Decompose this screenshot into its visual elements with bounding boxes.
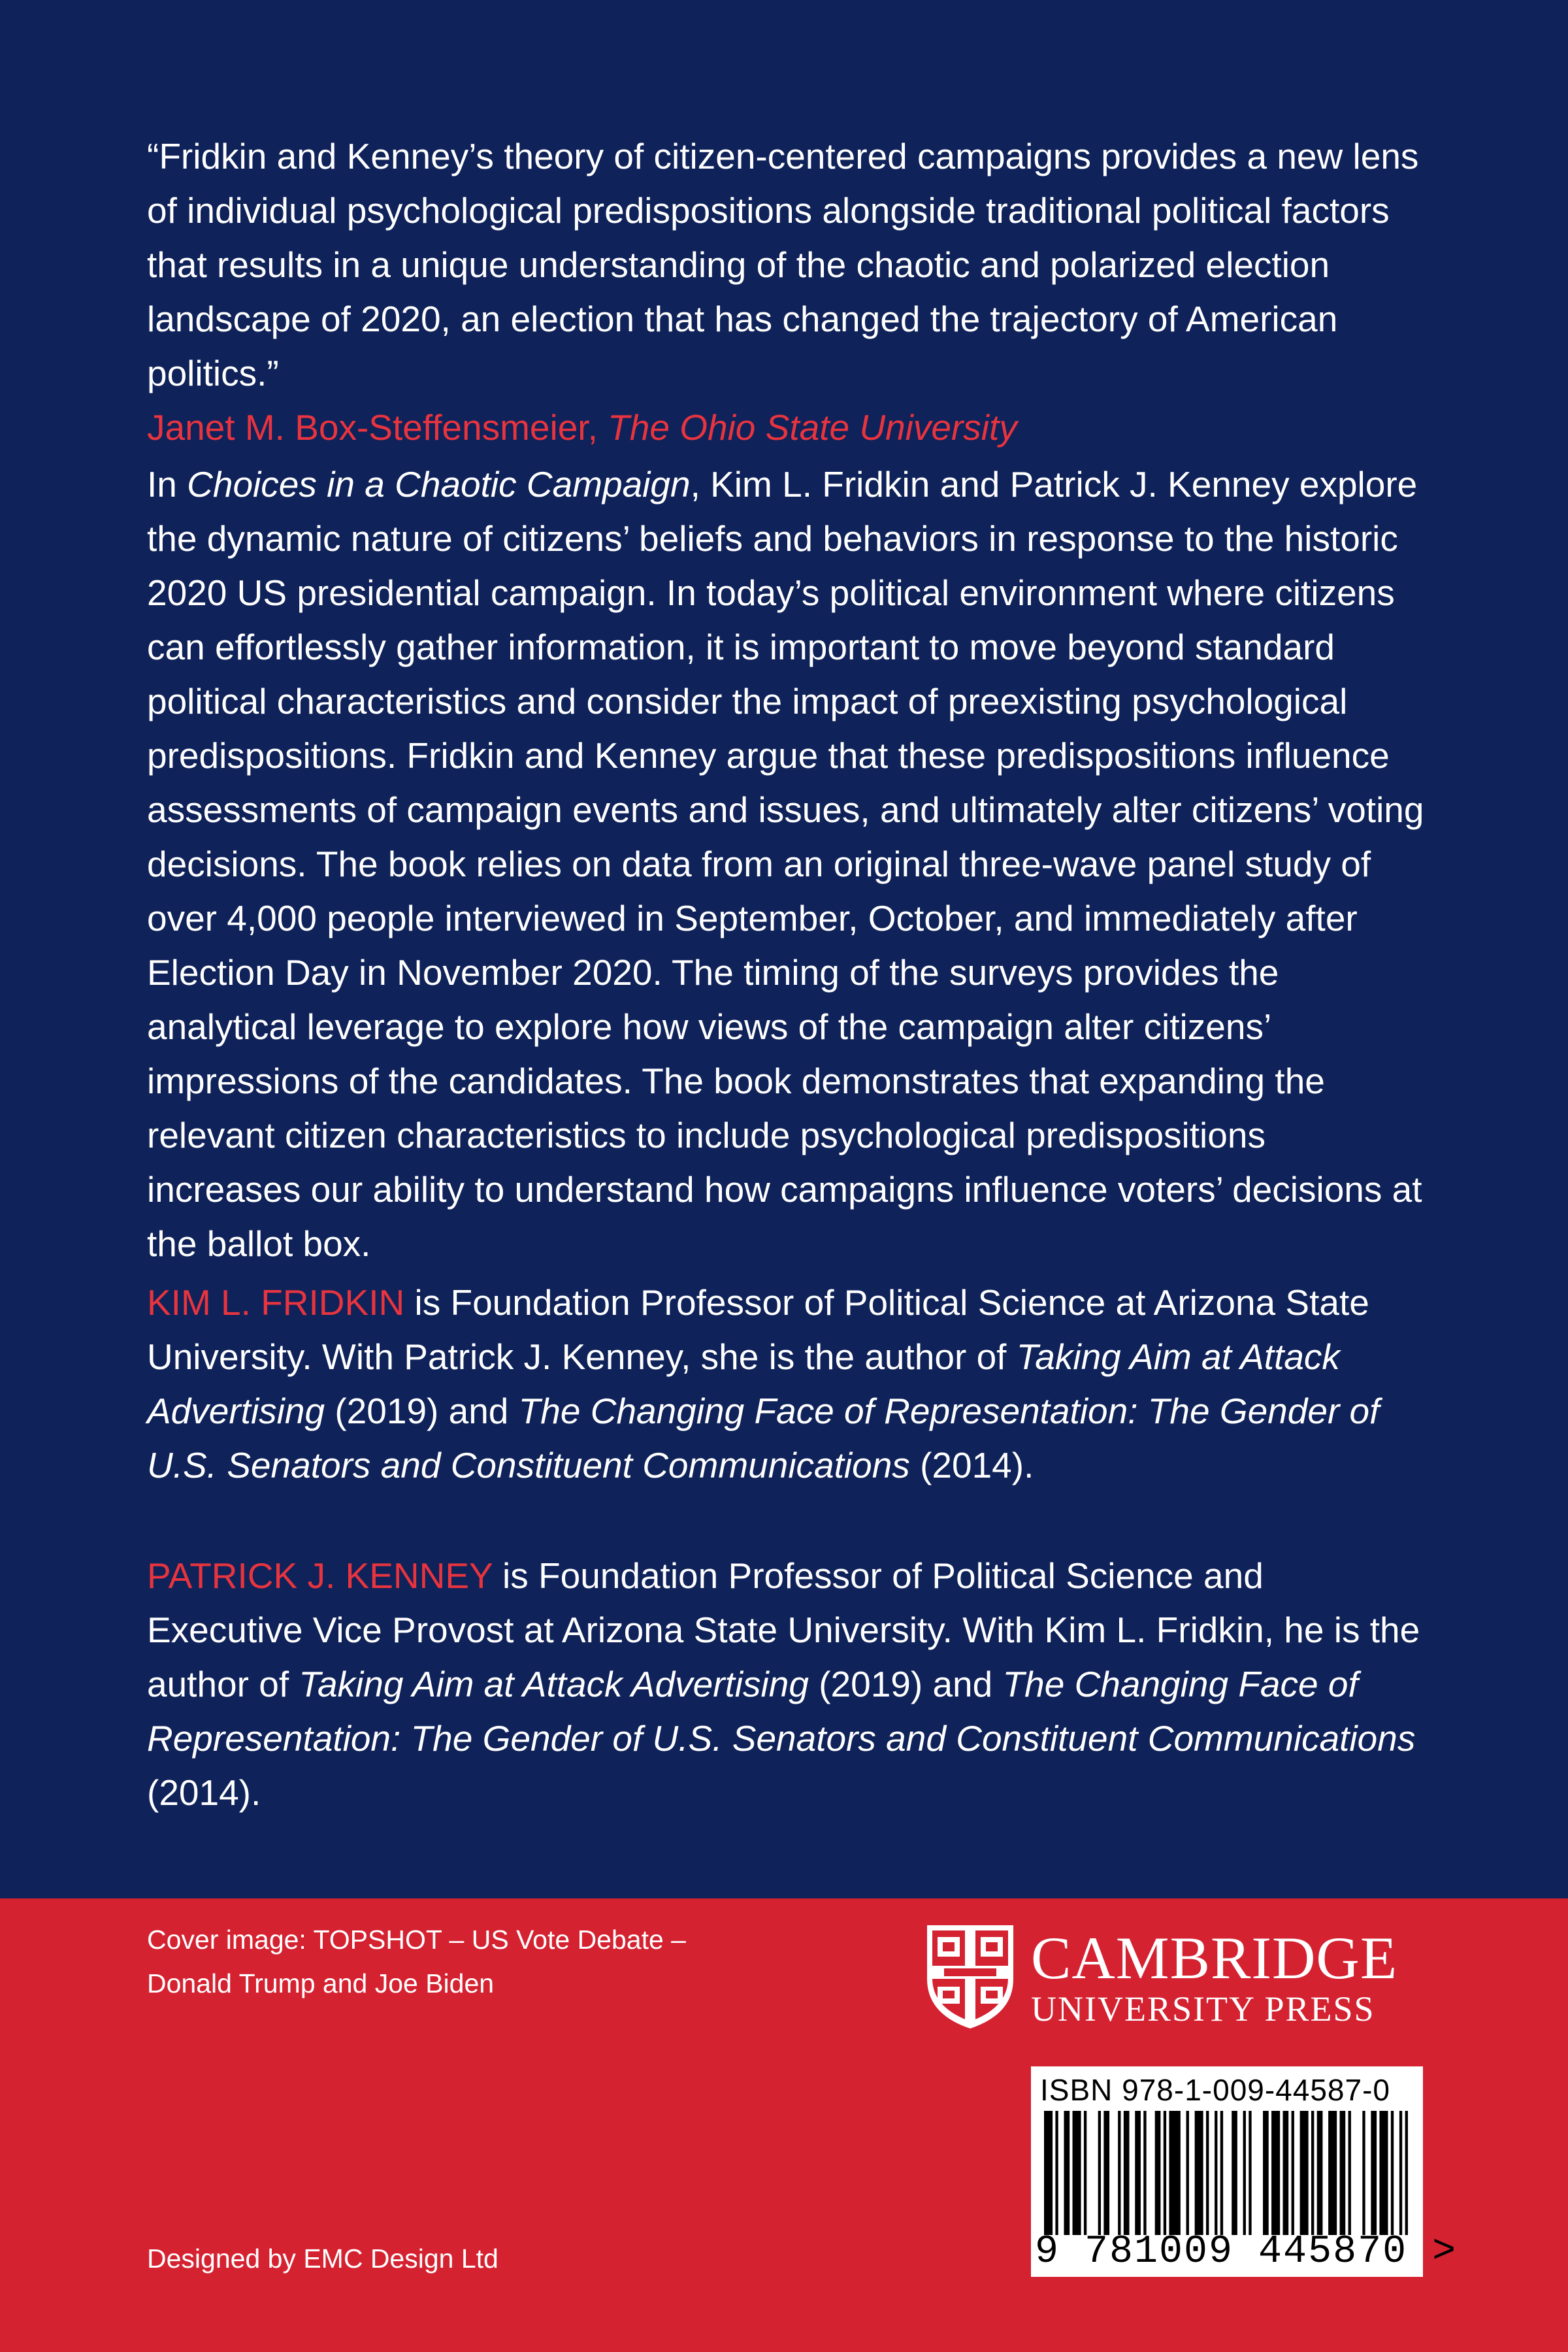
bio-text: is Foundation Professor of Political Science at Arizona State University. With Patrick J. Kenney, she is the author of (147, 1282, 1369, 1377)
barcode-bar (1220, 2111, 1223, 2235)
barcode-bar (1391, 2111, 1394, 2235)
cover-image-credit (147, 1918, 768, 2006)
bio-text: (2019) and (325, 1391, 519, 1431)
description-body: , Kim L. Fridkin and Patrick J. Kenney explore the dynamic nature of citizens’ beliefs and behaviors in response to the historic 2020 US presidential campaign. In today’s political environment where citizens can effortlessly gather information, it is important to move beyond standard political characteristics and consider the impact of preexisting psychological predispositions. Fridkin and Kenney argue that these predispositions influence assessments of campaign events and issues, and ultimately alter citizens’ voting decisions. The book relies on data from an original three-wave panel study of over 4,000 people interviewed in September, October, and immediately after Election Day in November 2020. The timing of the surveys provides the analytical leverage to explore how views of the campaign alter citizens’ impressions of the candidates. The book demonstrates that expanding the relevant citizen characteristics to include psychological predispositions increases our ability to understand how campaigns influence voters’ decisions at the ballot box. (147, 464, 1424, 1264)
designer-credit: Designed by EMC Design Ltd (147, 2244, 498, 2274)
publisher-press: UNIVERSITY PRESS (1031, 1989, 1375, 2029)
barcode-bar (1371, 2111, 1377, 2235)
barcode-bar (1271, 2111, 1280, 2235)
author-name: PATRICK J. KENNEY (147, 1555, 493, 1596)
book-description (147, 457, 1428, 1271)
barcode-bar (1195, 2111, 1203, 2235)
barcode-icon (1044, 2111, 1416, 2235)
barcode-bar (1064, 2111, 1070, 2235)
barcode-bar (1317, 2111, 1323, 2235)
author-name: KIM L. FRIDKIN (147, 1282, 405, 1323)
description-intro: In (147, 464, 177, 505)
bio-text: (2014). (909, 1445, 1034, 1485)
barcode-bar (1124, 2111, 1130, 2235)
barcode-bar (1169, 2111, 1180, 2235)
barcode-bar (1249, 2111, 1251, 2235)
barcode-bar (1098, 2111, 1101, 2235)
bio-book-title: Taking Aim at Attack Advertising (299, 1664, 809, 1704)
bio-book-title: The Changing Face of Representation: The Gender of U.S. Senators and Constituent Communications (147, 1664, 1416, 1759)
barcode-bar (1300, 2111, 1309, 2235)
barcode-bar (1328, 2111, 1337, 2235)
isbn-label: ISBN 978-1-009-44587-0 (1040, 2073, 1390, 2107)
cover-credit-line: Donald Trump and Joe Biden (147, 1968, 495, 1998)
bio-book-title: Taking Aim at Attack Advertising (147, 1336, 1340, 1431)
author-bio-fridkin (147, 1276, 1428, 1493)
bio-text: (2019) and (808, 1664, 1003, 1704)
endorsement (147, 129, 1428, 455)
endorsement-author: Janet M. Box-Steffensmeier, (147, 407, 598, 448)
bio-text: (2014). (147, 1772, 261, 1813)
barcode-bar (1143, 2111, 1146, 2235)
barcode-bar (1340, 2111, 1346, 2235)
bio-text: is Foundation Professor of Political Science and Executive Vice Provost at Arizona State University. With Kim L. Fridkin, he is the author of (147, 1555, 1420, 1704)
barcode-bar (1084, 2111, 1086, 2235)
isbn-barcode (1031, 2066, 1458, 2277)
barcode-bar (1232, 2111, 1237, 2235)
barcode-bar (1186, 2111, 1189, 2235)
barcode-bar (1263, 2111, 1269, 2235)
bio-book-title: The Changing Face of Representation: The Gender of U.S. Senators and Constituent Communications (147, 1391, 1380, 1485)
barcode-bar (1379, 2111, 1388, 2235)
barcode-bar (1362, 2111, 1365, 2235)
barcode-digits: 9 781009 445870 > (1035, 2230, 1458, 2274)
barcode-bar (1292, 2111, 1294, 2235)
book-title: Choices in a Chaotic Campaign (187, 464, 691, 505)
barcode-bar (1055, 2111, 1058, 2235)
endorsement-quote: “Fridkin and Kenney’s theory of citizen-centered campaigns provides a new lens of individual psychological predispositions alongside traditional political factors that results in a unique understanding of the chaotic and polarized election landscape of 2020, an election that has changed the trajectory of American politics.” (147, 136, 1419, 393)
publisher-name: CAMBRIDGE (1031, 1925, 1398, 1991)
author-bio-kenney (147, 1549, 1428, 1820)
barcode-bar (1164, 2111, 1166, 2235)
barcode-bar (1348, 2111, 1351, 2235)
publisher-logo (924, 1923, 1434, 2030)
barcode-bar (1135, 2111, 1141, 2235)
endorsement-affiliation: The Ohio State University (608, 407, 1017, 448)
barcode-bar (1103, 2111, 1109, 2235)
cover-credit-line: Cover image: TOPSHOT – US Vote Debate – (147, 1925, 686, 1955)
barcode-bar (1405, 2111, 1408, 2235)
barcode-bar (1044, 2111, 1053, 2235)
barcode-bar (1311, 2111, 1314, 2235)
endorsement-attribution (147, 407, 1017, 448)
cambridge-crest-icon (924, 1923, 1016, 2030)
barcode-bar (1118, 2111, 1120, 2235)
barcode-bar (1215, 2111, 1217, 2235)
barcode-bar (1243, 2111, 1246, 2235)
barcode-bar (1206, 2111, 1209, 2235)
barcode-bar (1155, 2111, 1161, 2235)
barcode-bar (1399, 2111, 1402, 2235)
barcode-bar (1283, 2111, 1289, 2235)
barcode-bar (1073, 2111, 1081, 2235)
